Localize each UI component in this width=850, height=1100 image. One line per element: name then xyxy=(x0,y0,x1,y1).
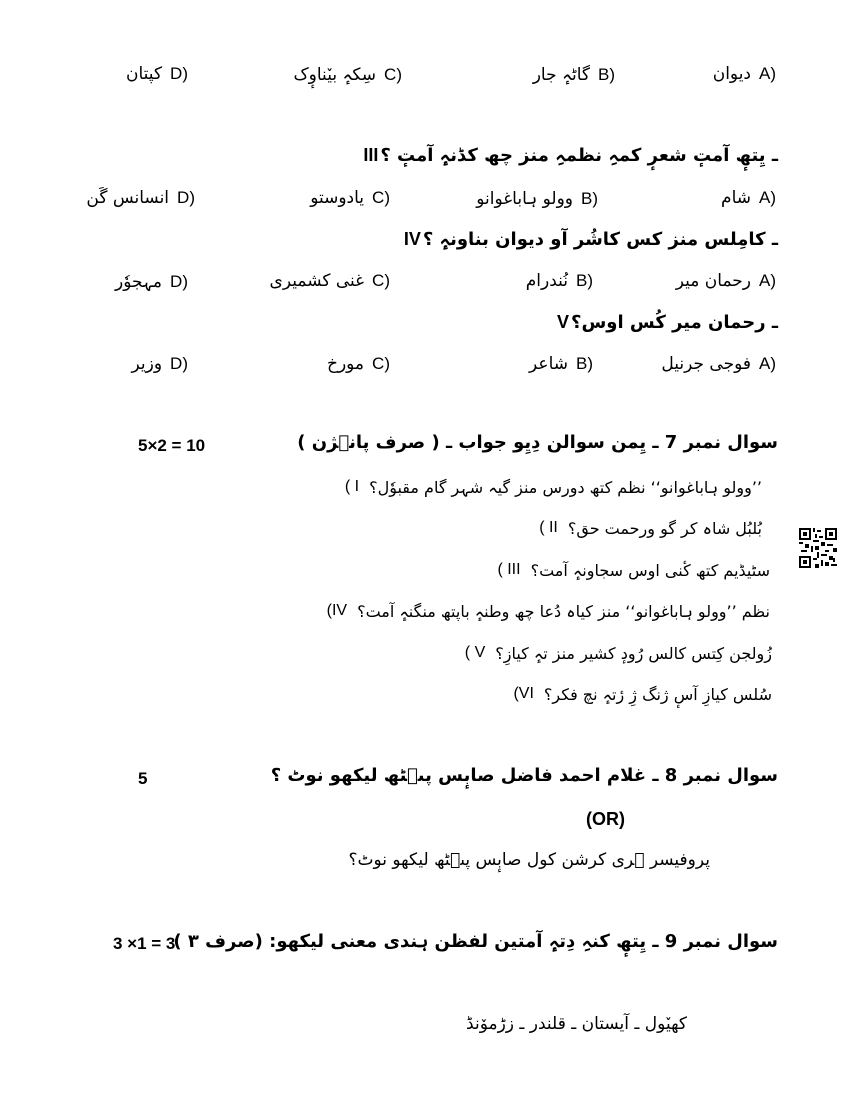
sub-question-number: III ) xyxy=(497,561,521,578)
option-text: یادوستو xyxy=(310,188,365,208)
q3-option-d xyxy=(86,188,195,208)
option-text: شام xyxy=(721,188,751,208)
option-letter: A) xyxy=(759,64,776,83)
sub-question-text: سٹیڈیم کتھ کٔنی اوس سجاونہٕ آمت؟ xyxy=(530,561,770,580)
qr-code xyxy=(799,528,837,568)
question-9-marks: 3 ×1 = 3 xyxy=(113,934,176,953)
option-letter: D) xyxy=(170,354,188,373)
question-9-words: کھیٚول ـ آیستان ـ قلندر ـ زڑموٚنڈ xyxy=(466,1014,687,1034)
option-row-1-c xyxy=(293,64,402,85)
sub-question-2 xyxy=(539,519,762,538)
option-text: وولو ہاباغوانو xyxy=(476,189,573,209)
option-letter: A) xyxy=(759,354,776,373)
question-9-heading: سوال نمبر 9 ـ یِتھٕ کنہِ دِتہٕ آمتین لفظن ہندی معنی لیکھو: (صرف ۳ ) xyxy=(173,931,778,952)
option-text: انسانس گَن xyxy=(86,188,170,208)
sub-question-text: نظم ’’وولو ہاباغوانو‘‘ منز کیاہ دُعا چھ وطنہٕ باپتھ منگنہٕ آمت؟ xyxy=(357,602,770,621)
question-8-heading: سوال نمبر 8 ـ غلام احمد فاضل صابٕس پٮ۪ٹھ لیکھو نوٹ ؟ xyxy=(270,765,778,786)
option-letter: B) xyxy=(576,271,593,290)
q5-option-c xyxy=(327,354,390,374)
question-number: V xyxy=(557,312,570,332)
q3-option-a xyxy=(721,188,776,208)
option-letter: D) xyxy=(170,64,188,83)
q3-option-c xyxy=(310,188,390,208)
question-7-marks: 5×2 = 10 xyxy=(138,436,206,455)
q5-option-a xyxy=(661,354,776,374)
sub-question-text: بُلبُل شاہ کر گو ورحمت حق؟ xyxy=(567,519,762,538)
question-8-alternative: پروفیسر ہری کرشن کول صابٕس پٮ۪ٹھ لیکھو نوٹ؟ xyxy=(348,850,710,870)
option-text: نُندرام xyxy=(525,271,568,291)
option-letter: A) xyxy=(759,271,776,290)
sub-question-number: VI) xyxy=(513,685,534,702)
question-text: ـ یِتھٕ آمتٕ شعرٕ کمہِ نظمہِ منز چھ کڈنہٕ آمتٕ ؟ xyxy=(380,145,778,166)
option-text: سِکہٕ بیٚناوٕک xyxy=(293,65,377,85)
option-letter: D) xyxy=(177,188,195,207)
question-text: ـ کامِلس منز کس کاشُر آو دیوان بناونہٕ ؟ xyxy=(422,229,778,250)
question-3 xyxy=(363,145,778,166)
option-text: کپتان xyxy=(126,64,163,84)
option-text: رحمان میر xyxy=(675,271,751,291)
option-letter: C) xyxy=(384,64,402,84)
sub-question-5 xyxy=(465,644,772,663)
option-text: شاعر xyxy=(529,354,568,374)
question-text: ـ رحمان میر کُس اوس؟ xyxy=(571,312,778,333)
q5-option-d xyxy=(132,354,188,374)
option-text: مورخ xyxy=(326,354,365,374)
sub-question-4 xyxy=(327,602,770,621)
sub-question-1 xyxy=(345,478,762,497)
q4-option-a xyxy=(676,271,776,291)
option-letter: C) xyxy=(372,271,390,290)
q4-option-d xyxy=(115,271,188,292)
option-text: گاٹہٕ جار xyxy=(532,65,590,85)
option-text: وزیر xyxy=(131,354,163,374)
or-separator: (OR) xyxy=(586,809,625,829)
q4-option-b xyxy=(526,271,593,291)
option-row-1-d xyxy=(126,64,188,84)
option-row-1 xyxy=(713,64,776,84)
option-letter: C) xyxy=(372,188,390,207)
sub-question-number: IV) xyxy=(326,602,348,619)
q3-option-b xyxy=(476,188,598,209)
option-letter: D) xyxy=(170,271,188,291)
option-letter: B) xyxy=(598,64,615,84)
q5-option-b xyxy=(529,354,593,374)
question-4 xyxy=(404,229,778,250)
option-letter: A) xyxy=(759,188,776,207)
option-text: مہجوٗر xyxy=(115,272,163,292)
sub-question-text: ’’وولو ہاباغوانو‘‘ نظم کتھ دورس منز گیہ شہر گام مقبوٗل؟ xyxy=(369,478,762,497)
sub-question-number: I ) xyxy=(344,478,360,495)
question-number: IV xyxy=(403,229,421,249)
option-letter: B) xyxy=(576,354,593,373)
sub-question-text: سُلس کیازِ آسٕ ژنگ ژِ رٔتہٕ نچ فکر؟ xyxy=(543,685,772,704)
option-text: دیوان xyxy=(712,64,751,84)
question-5 xyxy=(557,312,778,333)
q4-option-c xyxy=(270,271,390,291)
option-letter: B) xyxy=(581,188,598,208)
sub-question-number: II ) xyxy=(539,519,558,536)
question-8-marks: 5 xyxy=(138,769,148,788)
option-text: غنی کشمیری xyxy=(269,271,365,291)
sub-question-number: V ) xyxy=(464,644,486,661)
option-text: فوجی جرنیل xyxy=(661,354,751,374)
sub-question-text: زُولجن کِتس کالس رُودٕ کشیر منز تہٕ کیازِ؟ xyxy=(495,644,772,663)
sub-question-6 xyxy=(513,685,772,704)
question-7-heading: سوال نمبر 7 ـ یِمن سوالن دِیِو جواب ـ ( صرف پانٛژن ) xyxy=(297,432,778,453)
option-letter: C) xyxy=(372,354,390,373)
option-row-1-b xyxy=(533,64,615,85)
sub-question-3 xyxy=(497,561,770,580)
question-number: III xyxy=(363,145,379,165)
